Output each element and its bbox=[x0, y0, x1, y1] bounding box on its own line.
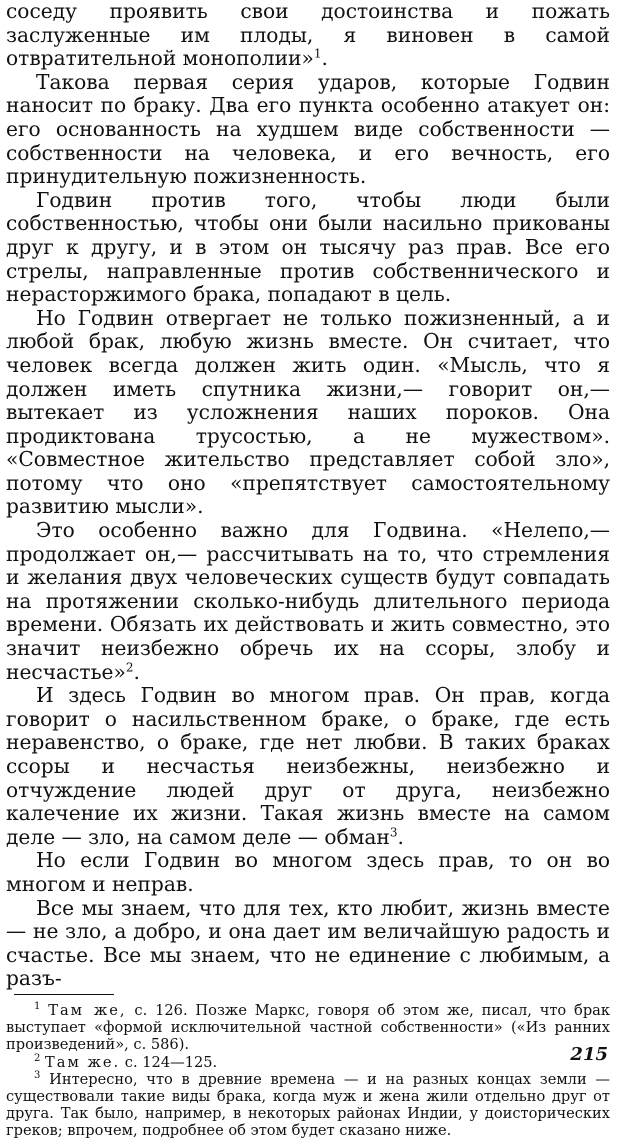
footnote-divider bbox=[14, 994, 114, 995]
paragraph: Все мы знаем, что для тех, кто любит, жизнь вместе — не зло, а добро, и она дает им величайшую радость и счастье. Все мы знаем, что не единение с любимым, а разъ- bbox=[6, 895, 610, 991]
footnote-ref: 1 bbox=[313, 46, 322, 61]
main-text bbox=[6, 0, 610, 991]
footnote: $^1$ Там же, с. 126. Позже Маркс, говоря об этом же, писал, что брак выступает «формой исключительной частной собственности» («Из ранних произведений», с. 586). bbox=[6, 1001, 611, 1054]
page-number: 215 bbox=[570, 1044, 608, 1065]
paragraph: Но Годвин отвергает не только пожизненный, а и любой брак, любую жизнь вместе. Он считает, что человек всегда должен жить один. «Мысль, что я должен иметь спутника жизни,— говорит он,— вытекает из усложнения наших пороков. Она продиктована трусостью, а не мужеством». «Совместное жительство представляет собой зло», потому что оно «препятствует самостоятельному развитию мысли». bbox=[6, 305, 610, 519]
footnote-ref: 3 bbox=[389, 825, 398, 840]
paragraph: Это особенно важно для Годвина. «Нелепо,— продолжает он,— рассчитывать на то, что стремления и желания двух человеческих существ будут совпадать на протяжении сколько-нибудь длительного периода времени. Обязать их действовать и жить совместно, это значит неизбежно обречь их на ссоры, злобу и несчастье»$^2$. bbox=[6, 518, 610, 684]
paragraph: Такова первая серия ударов, которые Годвин наносит по браку. Два его пункта особенно атакует он: его основанность на худшем виде собственности — собственности на человека, и его вечность, его принудительную пожизненность. bbox=[6, 69, 610, 189]
footnote: $^2$ Там же. с. 124—125. bbox=[34, 1052, 218, 1071]
paragraph: И здесь Годвин во многом прав. Он прав, когда говорит о насильственном браке, о браке, где есть неравенство, о браке, где нет любви. В таких браках ссоры и несчастья неизбежны, неизбежно и отчуждение людей друг от друга, неизбежно калечение их жизни. Такая жизнь вместе на самом деле — зло, на самом деле — обман$^3$. bbox=[6, 683, 610, 849]
paragraph: Но если Годвин во многом здесь прав, то он во многом и неправ. bbox=[6, 848, 610, 896]
footnote: $^3$ Интересно, что в древние времена — и на разных концах земли — существовали такие виды брака, когда муж и жена жили отдельно друг от друга. Так было, например, в некоторых районах Индии, у доисторических греков; впрочем, подробнее об этом будет сказано ниже. bbox=[6, 1069, 610, 1140]
footnote-ref: 2 bbox=[125, 659, 134, 674]
paragraph: соседу проявить свои достоинства и пожать заслуженные им плоды, я виновен в самой отвратительной монополии»$^1$. bbox=[6, 0, 610, 71]
paragraph: Годвин против того, чтобы люди были собственностью, чтобы они были насильно прикованы друг к другу, и в этом он тысячу раз прав. Все его стрелы, направленные против собственнического и нерасторжимого брака, попадают в цель. bbox=[6, 187, 610, 307]
